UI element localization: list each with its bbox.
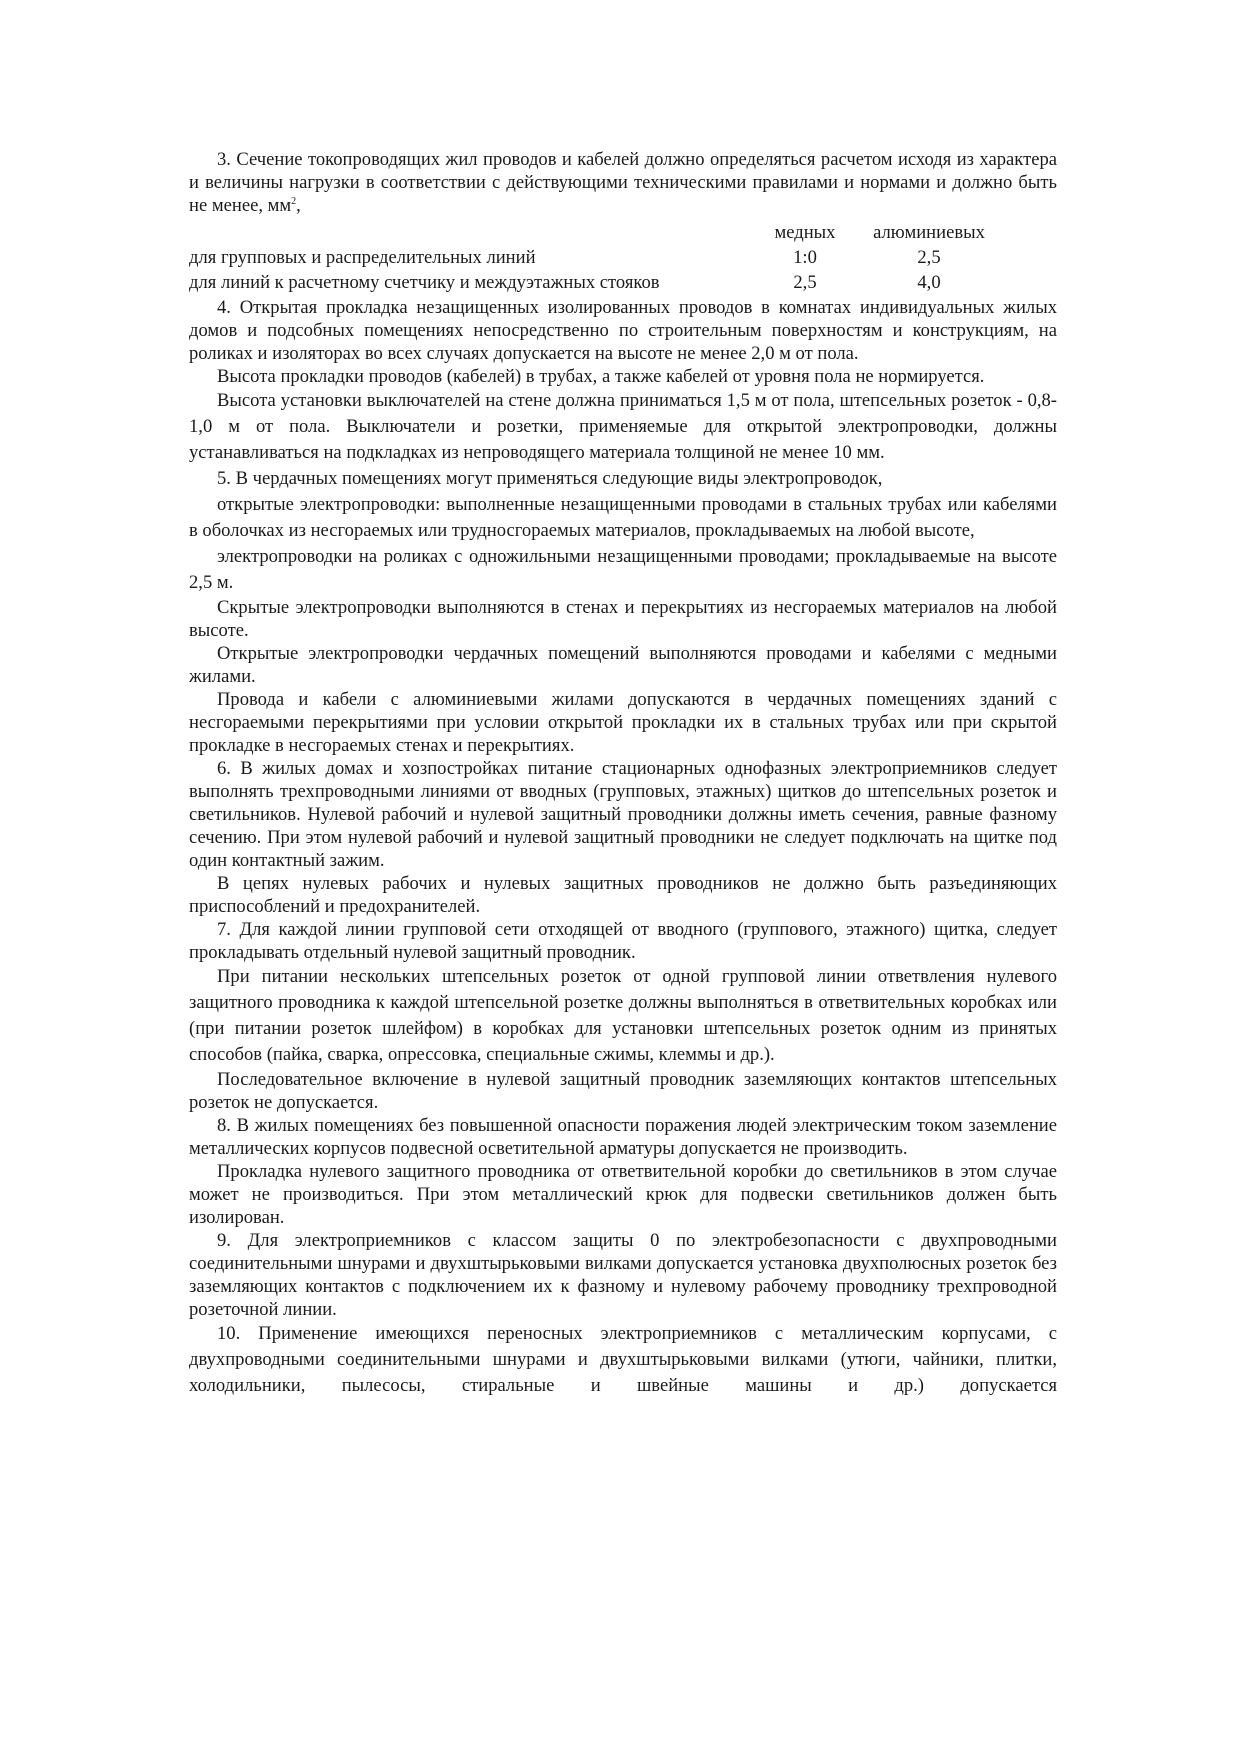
section-3-tail: ,: [296, 195, 301, 216]
paragraph-section-9: 9. Для электроприемников с классом защиты 0 по электробезопасности с двухпроводными соединительными шнурами и двухштырьковыми вилками допускается установка двухполюсных розеток без заземляющих контактов с подключением их к фазному и нулевому рабочему проводнику трехпроводной розеточной линии.: [189, 1230, 1057, 1320]
paragraph-section-6: 6. В жилых домах и хозпостройках питание стационарных однофазных электроприемников следует выполнять трехпроводными линиями от вводных (групповых, этажных) щитков до штепсельных розеток и светильников. Нулевой рабочий и нулевой защитный проводники должны иметь сечения, равные фазному сечению. При этом нулевой рабочий и нулевой защитный проводники не следует подключать на щитке под один контактный зажим.: [189, 758, 1057, 871]
paragraph-section-3: [189, 148, 1057, 217]
header-aluminum: алюминиевых: [873, 222, 985, 243]
paragraph-open-wiring: открытые электропроводки: выполненные незащищенными проводами в стальных трубах или кабелями в оболочках из несгораемых или трудносгораемых материалов, прокладываемых на любой высоте,: [189, 494, 1057, 541]
paragraph-section-5: 5. В чердачных помещениях могут применяться следующие виды электропроводок,: [217, 468, 883, 489]
paragraph-switch-height: Высота установки выключателей на стене должна приниматься 1,5 м от пола, штепсельных розеток - 0,8-1,0 м от пола. Выключатели и розетки, применяемые для открытой электропроводки, должны устанавливаться на подкладках из непроводящего материала толщиной не менее 10 мм.: [189, 390, 1057, 463]
paragraph-neutral-circuits: В цепях нулевых рабочих и нулевых защитных проводников не должно быть разъединяющих приспособлений и предохранителей.: [189, 873, 1057, 917]
table-header-row: [189, 219, 1057, 244]
paragraph-roller-wiring: электропроводки на роликах с одножильными незащищенными проводами; прокладываемые на высоте 2,5 м.: [189, 546, 1057, 593]
paragraph-section-7: 7. Для каждой линии групповой сети отходящей от вводного (группового, этажного) щитка, следует прокладывать отдельный нулевой защитный проводник.: [189, 919, 1057, 963]
section-3-text: 3. Сечение токопроводящих жил проводов и кабелей должно определяться расчетом исходя из характера и величины нагрузки в соответствии с действующими техническими правилами и нормами и должно быть не менее, мм: [189, 149, 1057, 216]
paragraph-attic-wiring: Открытые электропроводки чердачных помещений выполняются проводами и кабелями с медными жилами.: [189, 643, 1057, 687]
paragraph-section-8: 8. В жилых помещениях без повышенной опасности поражения людей электрическим током заземление металлических корпусов подвесной осветительной арматуры допускается не производить.: [189, 1115, 1057, 1159]
row-label: для линий к расчетному счетчику и междуэтажных стояков: [189, 272, 660, 293]
paragraph-neutral-conductor: Прокладка нулевого защитного проводника от ответвительной коробки до светильников в этом случае может не производиться. При этом металлический крюк для подвески светильников должен быть изолирован.: [189, 1161, 1057, 1228]
paragraph-hidden-wiring: Скрытые электропроводки выполняются в стенах и перекрытиях из несгораемых материалов на любой высоте.: [189, 597, 1057, 641]
paragraph-series-connection: Последовательное включение в нулевой защитный проводник заземляющих контактов штепсельных розеток не допускается.: [189, 1069, 1057, 1113]
copper-value: 1:0: [793, 247, 817, 268]
cross-section-table: [189, 219, 1057, 294]
row-label: для групповых и распределительных линий: [189, 247, 536, 268]
copper-value: 2,5: [793, 272, 817, 293]
aluminum-value: 4,0: [917, 272, 941, 293]
superscript-2: 2: [291, 196, 297, 207]
header-copper: медных: [774, 222, 836, 243]
paragraph-section-10: 10. Применение имеющихся переносных электроприемников с металлическим корпусами, с двухпроводными соединительными шнурами и двухштырьковыми вилками (утюги, чайники, плитки, холодильники, пылесосы, стиральные и швейные машины и др.) допускается: [189, 1323, 1057, 1396]
paragraph-socket-branches: При питании нескольких штепсельных розеток от одной групповой линии ответвления нулевого защитного проводника к каждой штепсельной розетке должны выполняться в ответвительных коробках или (при питании розеток шлейфом) в коробках для установки штепсельных розеток одним из принятых способов (пайка, сварка, опрессовка, специальные сжимы, клеммы и др.).: [189, 966, 1057, 1065]
paragraph-pipe-height: Высота прокладки проводов (кабелей) в трубах, а также кабелей от уровня пола не нормируется.: [217, 366, 985, 387]
paragraph-section-4: 4. Открытая прокладка незащищенных изолированных проводов в комнатах индивидуальных жилых домов и подсобных помещениях непосредственно по строительным поверхностям и конструкциям, на роликах и изоляторах во всех случаях допускается на высоте не менее 2,0 м от пола.: [189, 297, 1057, 364]
table-row: [189, 269, 1057, 294]
document-page: [189, 148, 1057, 1399]
aluminum-value: 2,5: [917, 247, 941, 268]
table-row: [189, 244, 1057, 269]
paragraph-aluminum-wires: Провода и кабели с алюминиевыми жилами допускаются в чердачных помещениях зданий с несгораемыми перекрытиями при условии открытой прокладки их в стальных трубах или при скрытой прокладке в несгораемых стенах и перекрытиях.: [189, 689, 1057, 756]
